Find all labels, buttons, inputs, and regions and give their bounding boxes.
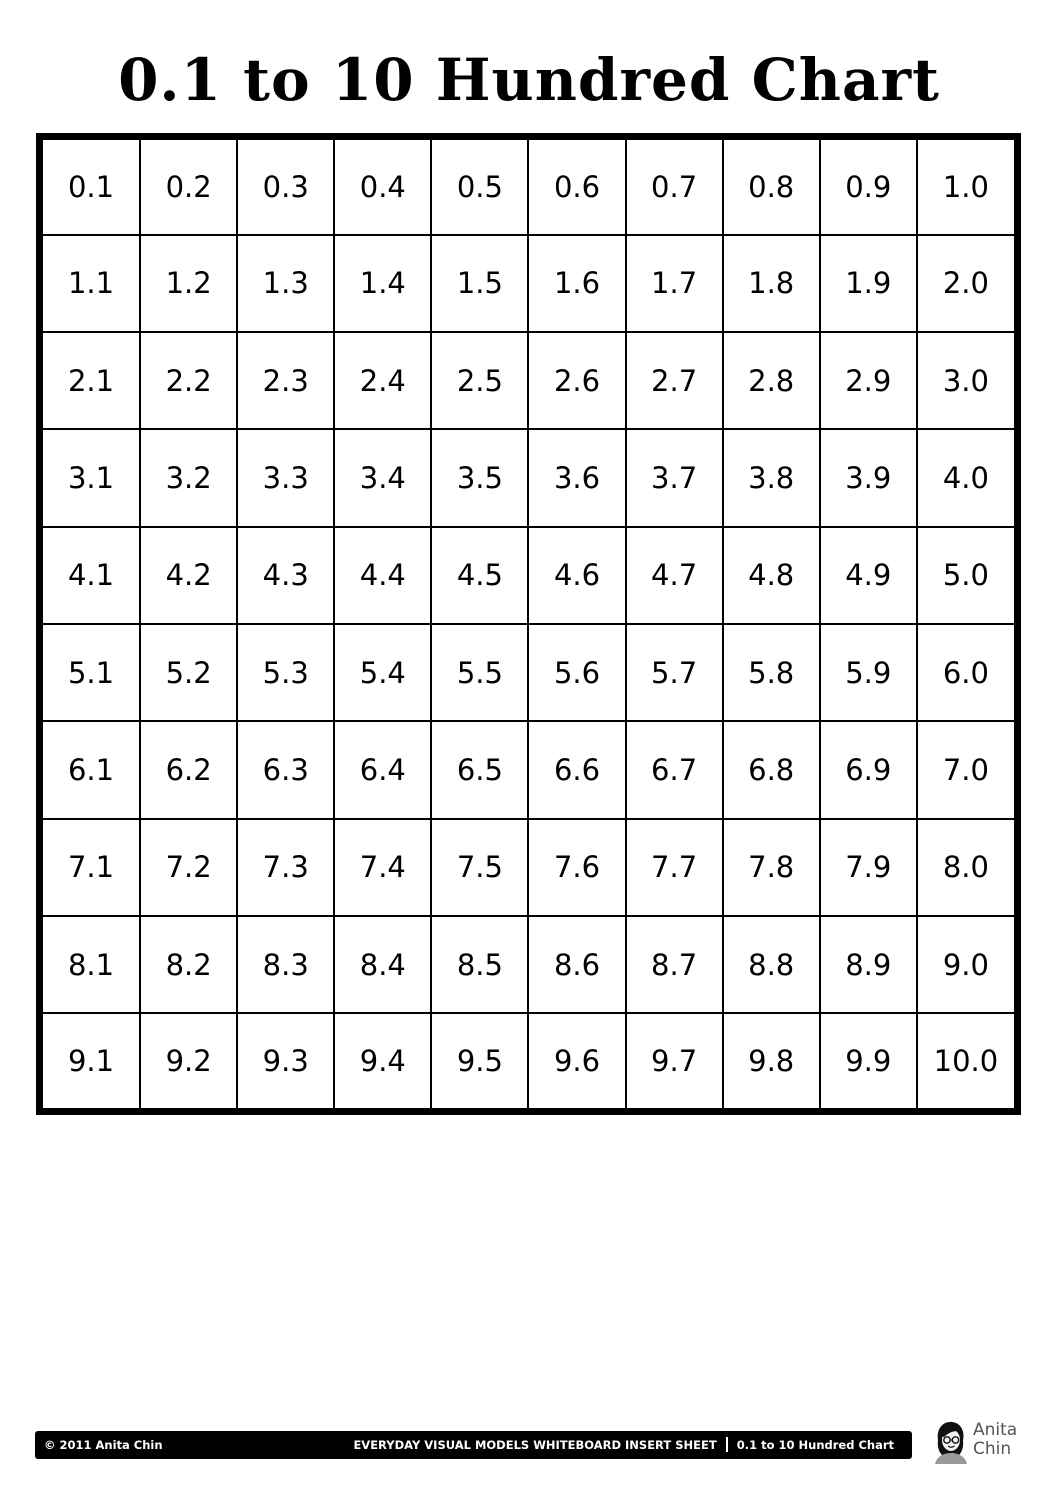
grid-cell: 5.6 (528, 624, 625, 721)
grid-cell: 4.2 (140, 527, 237, 624)
grid-cell: 4.7 (626, 527, 723, 624)
grid-cell: 7.3 (237, 819, 334, 916)
grid-row (43, 429, 1014, 526)
grid-cell: 8.7 (626, 916, 723, 1013)
grid-cell: 5.2 (140, 624, 237, 721)
grid-cell: 6.8 (723, 721, 820, 818)
grid-cell: 3.2 (140, 429, 237, 526)
grid-cell: 2.1 (43, 332, 140, 429)
grid-cell: 4.9 (820, 527, 917, 624)
grid-cell: 8.5 (431, 916, 528, 1013)
grid-cell: 3.5 (431, 429, 528, 526)
grid-cell: 3.6 (528, 429, 625, 526)
grid-cell: 1.8 (723, 235, 820, 332)
grid-cell: 2.7 (626, 332, 723, 429)
grid-row (43, 140, 1014, 235)
grid-cell: 3.4 (334, 429, 431, 526)
footer-divider (726, 1437, 728, 1452)
grid-cell: 4.0 (917, 429, 1014, 526)
grid-row (43, 332, 1014, 429)
grid-cell: 7.0 (917, 721, 1014, 818)
grid-cell: 6.2 (140, 721, 237, 818)
grid-cell: 0.2 (140, 140, 237, 235)
grid-cell: 0.5 (431, 140, 528, 235)
grid-cell: 5.4 (334, 624, 431, 721)
grid-row (43, 1013, 1014, 1108)
grid-cell: 8.3 (237, 916, 334, 1013)
grid-cell: 5.1 (43, 624, 140, 721)
footer-copyright: © 2011 Anita Chin (44, 1438, 163, 1452)
grid-cell: 8.9 (820, 916, 917, 1013)
grid-cell: 8.2 (140, 916, 237, 1013)
grid-cell: 7.7 (626, 819, 723, 916)
grid-cell: 9.1 (43, 1013, 140, 1108)
grid-cell: 0.7 (626, 140, 723, 235)
grid-cell: 0.4 (334, 140, 431, 235)
grid-cell: 4.8 (723, 527, 820, 624)
grid-cell: 2.6 (528, 332, 625, 429)
grid-row (43, 624, 1014, 721)
grid-row (43, 235, 1014, 332)
woman-portrait-icon (930, 1418, 970, 1464)
grid-cell: 3.7 (626, 429, 723, 526)
footer-sheet-name: 0.1 to 10 Hundred Chart (736, 1438, 894, 1452)
grid-cell: 2.3 (237, 332, 334, 429)
grid-cell: 6.9 (820, 721, 917, 818)
grid-row (43, 721, 1014, 818)
author-logo (930, 1418, 1030, 1464)
grid-cell: 9.6 (528, 1013, 625, 1108)
grid-cell: 6.0 (917, 624, 1014, 721)
grid-cell: 4.1 (43, 527, 140, 624)
grid-cell: 4.5 (431, 527, 528, 624)
hundred-chart-grid (36, 133, 1021, 1115)
grid-cell: 8.0 (917, 819, 1014, 916)
grid-cell: 7.4 (334, 819, 431, 916)
grid-cell: 2.4 (334, 332, 431, 429)
grid-cell: 9.8 (723, 1013, 820, 1108)
grid-cell: 1.6 (528, 235, 625, 332)
grid-cell: 9.7 (626, 1013, 723, 1108)
grid-cell: 3.0 (917, 332, 1014, 429)
hundred-chart-table (43, 140, 1014, 1108)
grid-cell: 7.8 (723, 819, 820, 916)
grid-cell: 3.9 (820, 429, 917, 526)
grid-cell: 1.0 (917, 140, 1014, 235)
grid-cell: 4.3 (237, 527, 334, 624)
grid-cell: 9.9 (820, 1013, 917, 1108)
grid-cell: 2.2 (140, 332, 237, 429)
logo-first-name: Anita (973, 1420, 1018, 1440)
grid-cell: 7.2 (140, 819, 237, 916)
grid-cell: 0.9 (820, 140, 917, 235)
grid-cell: 5.8 (723, 624, 820, 721)
grid-cell: 1.4 (334, 235, 431, 332)
grid-cell: 5.9 (820, 624, 917, 721)
grid-cell: 0.8 (723, 140, 820, 235)
grid-cell: 1.1 (43, 235, 140, 332)
page-title: 0.1 to 10 Hundred Chart (118, 46, 940, 114)
grid-cell: 0.1 (43, 140, 140, 235)
grid-cell: 4.6 (528, 527, 625, 624)
grid-cell: 9.2 (140, 1013, 237, 1108)
grid-cell: 1.9 (820, 235, 917, 332)
grid-cell: 1.5 (431, 235, 528, 332)
grid-cell: 9.3 (237, 1013, 334, 1108)
grid-cell: 6.6 (528, 721, 625, 818)
grid-cell: 0.6 (528, 140, 625, 235)
grid-row (43, 916, 1014, 1013)
footer-sheet-label: EVERYDAY VISUAL MODELS WHITEBOARD INSERT SHEET (353, 1438, 717, 1452)
grid-cell: 2.9 (820, 332, 917, 429)
grid-cell: 6.5 (431, 721, 528, 818)
grid-cell: 2.0 (917, 235, 1014, 332)
grid-cell: 7.5 (431, 819, 528, 916)
grid-cell: 7.6 (528, 819, 625, 916)
grid-cell: 1.3 (237, 235, 334, 332)
grid-cell: 8.6 (528, 916, 625, 1013)
grid-cell: 9.4 (334, 1013, 431, 1108)
grid-row (43, 527, 1014, 624)
grid-cell: 7.1 (43, 819, 140, 916)
grid-cell: 5.7 (626, 624, 723, 721)
grid-cell: 3.1 (43, 429, 140, 526)
grid-cell: 6.4 (334, 721, 431, 818)
grid-cell: 6.1 (43, 721, 140, 818)
logo-wordmark (973, 1421, 1017, 1459)
grid-row (43, 819, 1014, 916)
grid-cell: 6.7 (626, 721, 723, 818)
grid-cell: 1.2 (140, 235, 237, 332)
footer-bar (35, 1431, 912, 1459)
grid-cell: 5.5 (431, 624, 528, 721)
grid-cell: 2.5 (431, 332, 528, 429)
grid-cell: 8.8 (723, 916, 820, 1013)
grid-cell: 5.3 (237, 624, 334, 721)
logo-last-name: Chin (973, 1439, 1012, 1459)
grid-cell: 3.8 (723, 429, 820, 526)
grid-cell: 9.0 (917, 916, 1014, 1013)
grid-cell: 0.3 (237, 140, 334, 235)
grid-cell: 4.4 (334, 527, 431, 624)
grid-cell: 3.3 (237, 429, 334, 526)
grid-cell: 7.9 (820, 819, 917, 916)
grid-cell: 9.5 (431, 1013, 528, 1108)
grid-cell: 2.8 (723, 332, 820, 429)
grid-cell: 8.1 (43, 916, 140, 1013)
grid-cell: 8.4 (334, 916, 431, 1013)
grid-cell: 1.7 (626, 235, 723, 332)
footer-sheet-info (353, 1431, 894, 1459)
grid-cell: 6.3 (237, 721, 334, 818)
grid-cell: 10.0 (917, 1013, 1014, 1108)
grid-cell: 5.0 (917, 527, 1014, 624)
